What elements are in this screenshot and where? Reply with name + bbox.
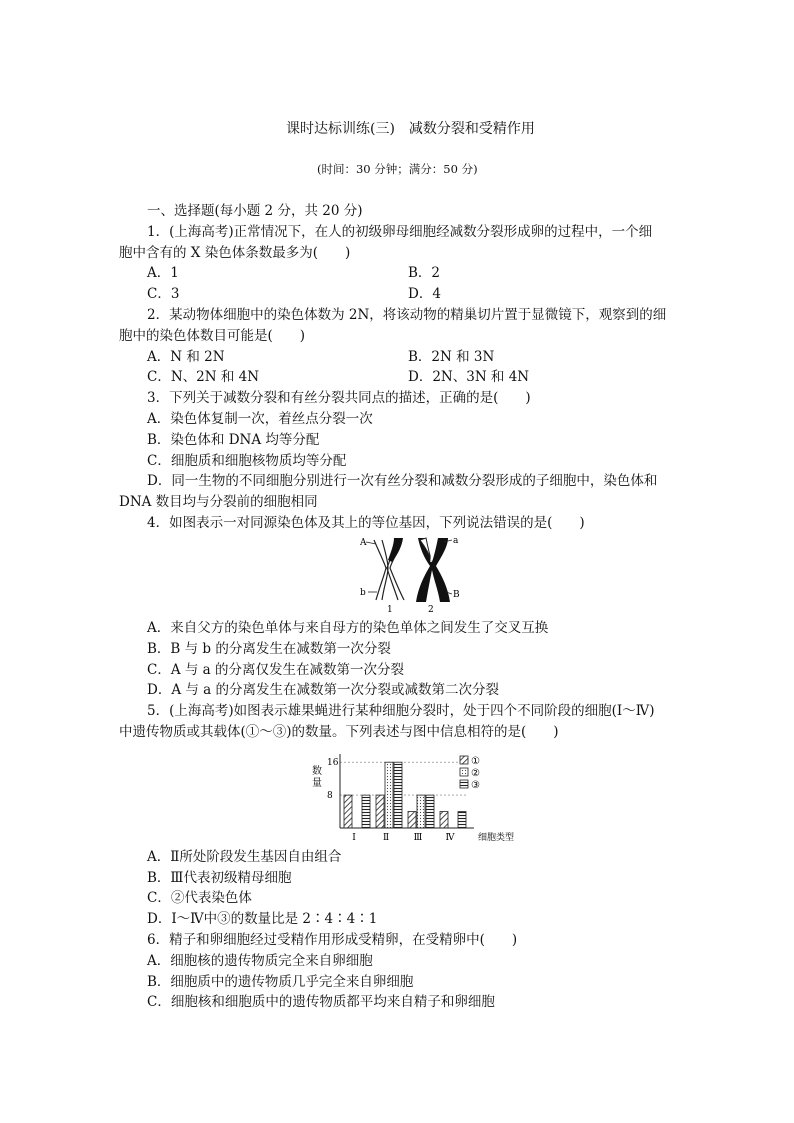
q5-option-b: B．Ⅲ代表初级精母细胞 xyxy=(147,870,292,886)
q1-option-a: A．1 xyxy=(147,265,179,281)
q4-stem: 4．如图表示一对同源染色体及其上的等位基因，下列说法错误的是( ) xyxy=(147,515,585,531)
q5-option-c: C．②代表染色体 xyxy=(147,890,252,906)
legend-swatch xyxy=(460,780,468,788)
q3-stem: 3．下列关于减数分裂和有丝分裂共同点的描述，正确的是( ) xyxy=(147,390,531,406)
q2-stem-line1: 2．某动物体细胞中的染色体数为 2N，将该动物的精巢切片置于显微镜下，观察到的细 xyxy=(147,307,667,323)
q3-option-d-line1: D．同一生物的不同细胞分别进行一次有丝分裂和减数分裂形成的子细胞中，染色体和 xyxy=(147,473,658,489)
bar-1-series-1 xyxy=(344,795,352,828)
legend-label: ② xyxy=(471,768,480,779)
y-axis-label-2: 量 xyxy=(312,778,322,789)
q4-option-a: A．来自父方的染色单体与来自母方的染色单体之间发生了交叉互换 xyxy=(147,620,549,636)
bar-4-series-1 xyxy=(440,812,448,828)
q3-option-b: B．染色体和 DNA 均等分配 xyxy=(147,432,320,448)
bar-3-series-1 xyxy=(408,812,416,828)
chromosome-number-2: 2 xyxy=(428,605,434,614)
x-tick-label: Ⅰ xyxy=(352,833,356,843)
page-title: 课时达标训练(三) 减数分裂和受精作用 xyxy=(286,121,535,137)
bar-2-series-1 xyxy=(376,795,384,828)
bar-2-series-2 xyxy=(385,762,393,828)
q5-stem-line1: 5．(上海高考)如图表示雄果蝇进行某种细胞分裂时，处于四个不同阶段的细胞(Ⅰ～Ⅳ) xyxy=(147,703,655,719)
q3-option-d-line2: DNA 数目均与分裂前的细胞相同 xyxy=(119,494,318,510)
q2-option-d: D．2N、3N 和 4N xyxy=(408,369,530,385)
q5-option-d: D．Ⅰ～Ⅳ中③的数量比是 2∶4∶4∶1 xyxy=(147,911,378,927)
label-A: A xyxy=(360,538,367,548)
q5-stem-line2: 中遗传物质或其载体(①～③)的数量。下列表述与图中信息相符的是( ) xyxy=(119,724,559,740)
y-axis-label-1: 数 xyxy=(312,766,322,777)
q1-stem-line1: 1．(上海高考)正常情况下，在人的初级卵母细胞经减数分裂形成卵的过程中，一个细 xyxy=(147,224,653,240)
x-axis-label: 细胞类型 xyxy=(478,833,515,843)
chromosome-number-1: 1 xyxy=(387,605,393,614)
x-tick-label: Ⅱ xyxy=(382,833,390,843)
label-b: b xyxy=(360,588,366,598)
bar-4-series-3 xyxy=(458,812,466,828)
legend-label: ③ xyxy=(471,780,480,791)
x-tick-label: Ⅳ xyxy=(445,833,455,843)
q6-stem: 6．精子和卵细胞经过受精作用形成受精卵，在受精卵中( ) xyxy=(147,932,518,948)
legend-label: ① xyxy=(471,756,480,767)
bar-2-series-3 xyxy=(394,762,402,828)
q5-option-a: A．Ⅱ所处阶段发生基因自由组合 xyxy=(147,849,342,865)
q1-option-b: B．2 xyxy=(408,265,441,281)
section-heading: 一、选择题(每小题 2 分，共 20 分) xyxy=(147,203,363,219)
y-tick-label: 8 xyxy=(327,791,333,802)
q3-option-c: C．细胞质和细胞核物质均等分配 xyxy=(147,453,347,469)
q1-stem-line2: 胞中含有的 X 染色体条数最多为( ) xyxy=(119,245,351,261)
label-B: B xyxy=(453,590,460,600)
page-subtitle: (时间：30 分钟；满分：50 分) xyxy=(317,162,478,176)
bar-1-series-3 xyxy=(362,795,370,828)
cell-division-bar-chart xyxy=(308,748,548,843)
bar-3-series-2 xyxy=(417,795,425,828)
chromosome-1 xyxy=(374,538,404,600)
q6-option-a: A．细胞核的遗传物质完全来自卵细胞 xyxy=(147,953,373,969)
q2-option-a: A．N 和 2N xyxy=(147,349,225,365)
legend-swatch xyxy=(460,768,468,776)
q4-option-c: C．A 与 a 的分离仅发生在减数第一次分裂 xyxy=(147,662,405,678)
q6-option-b: B．细胞质中的遗传物质几乎完全来自卵细胞 xyxy=(147,974,414,990)
q2-option-b: B．2N 和 3N xyxy=(408,349,495,365)
q4-option-b: B．B 与 b 的分离发生在减数第一次分裂 xyxy=(147,641,391,657)
y-tick-label: 16 xyxy=(327,758,339,769)
label-a: a xyxy=(453,536,459,546)
x-tick-label: Ⅲ xyxy=(413,833,423,843)
chromosome-2 xyxy=(416,536,450,602)
q1-option-c: C．3 xyxy=(147,286,180,302)
legend-swatch xyxy=(460,756,468,764)
q4-option-d: D．A 与 a 的分离发生在减数第一次分裂或减数第二次分裂 xyxy=(147,682,499,698)
q2-option-c: C．N、2N 和 4N xyxy=(147,369,260,385)
q2-stem-line2: 胞中的染色体数目可能是( ) xyxy=(119,328,306,344)
q1-option-d: D．4 xyxy=(408,286,441,302)
q6-option-c: C．细胞核和细胞质中的遗传物质都平均来自精子和卵细胞 xyxy=(147,994,495,1010)
bar-3-series-3 xyxy=(426,795,434,828)
chromosome-figure xyxy=(360,534,460,614)
q3-option-a: A．染色体复制一次，着丝点分裂一次 xyxy=(147,411,373,427)
